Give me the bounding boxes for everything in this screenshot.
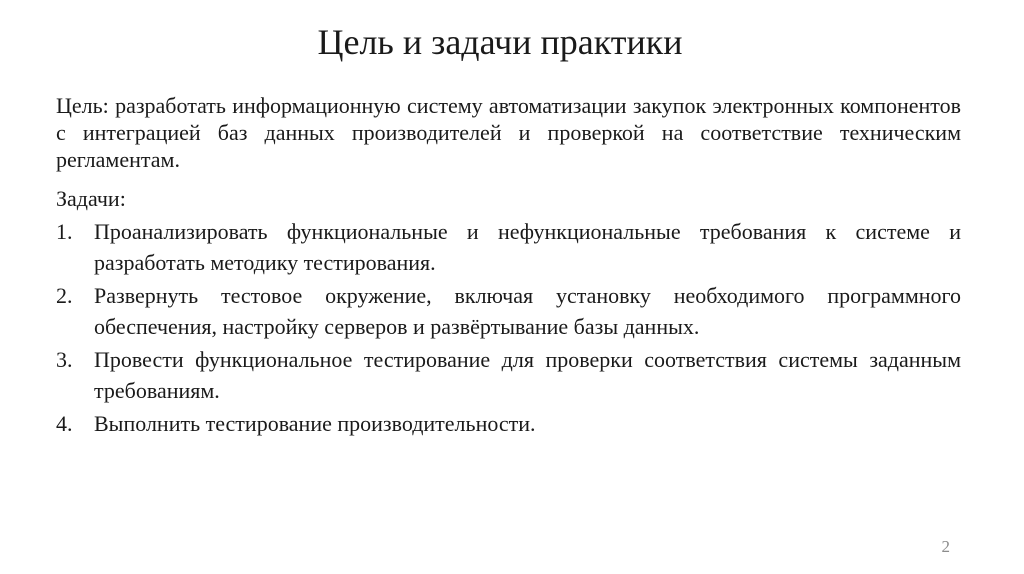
task-item bbox=[56, 280, 961, 342]
task-item bbox=[56, 408, 961, 439]
tasks-heading: Задачи: bbox=[56, 186, 126, 211]
task-number: 3. bbox=[56, 347, 73, 372]
task-number: 4. bbox=[56, 411, 73, 436]
task-list bbox=[56, 216, 961, 439]
task-text: Провести функциональное тестирование для проверки соответствия системы заданным требованиям. bbox=[94, 347, 961, 403]
slide-title: Цель и задачи практики bbox=[317, 22, 683, 62]
goal-paragraph: Цель: разработать информационную систему автоматизации закупок электронных компонентов с интеграцией баз данных производителей и проверкой на соответствие техническим регламентам. bbox=[56, 93, 961, 172]
task-item bbox=[56, 344, 961, 406]
task-text: Проанализировать функциональные и нефункциональные требования к системе и разработать методику тестирования. bbox=[94, 219, 961, 275]
task-text: Выполнить тестирование производительности. bbox=[94, 411, 536, 436]
task-item bbox=[56, 216, 961, 278]
tasks-section bbox=[56, 183, 961, 441]
task-number: 1. bbox=[56, 219, 73, 244]
task-text: Развернуть тестовое окружение, включая установку необходимого программного обеспечения, настройку серверов и развёртывание базы данных. bbox=[94, 283, 961, 339]
task-number: 2. bbox=[56, 283, 73, 308]
page-number: 2 bbox=[941, 537, 950, 556]
